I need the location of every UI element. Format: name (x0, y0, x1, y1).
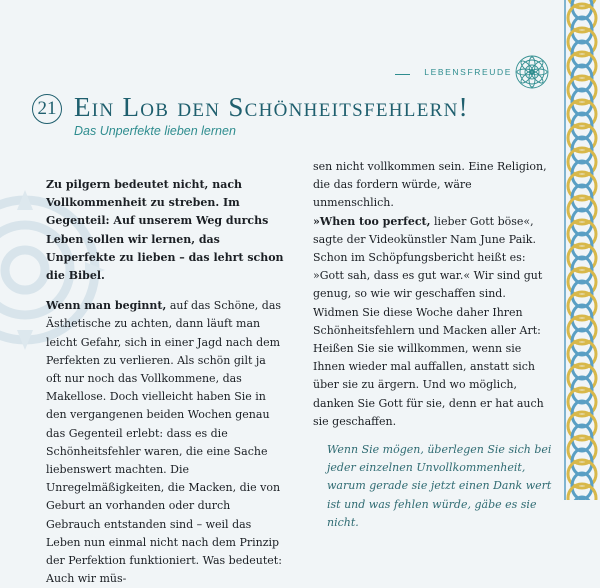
body-text: auf das Schöne, das Ästhetische zu achten, dann läuft man leicht Gefahr, sich in einer Jagd nach dem Perfekten zu verlieren. Als schön gilt ja oft nur noch das Vollkommene, das Makellose. Doch vielleicht haben Sie in den vergangenen beiden Wochen genau das Gegenteil erlebt: dass es die Schönheitsfehler waren, die eine Sache liebenswert machten. Die Unregelmäßigkeiten, die Macken, die von Geburt an vorhanden oder durch Gebrauch entstanden sind – weil das Leben nun einmal nicht nach dem Prinzip der Perfektion funktioniert. Was bedeutet: Auch wir müs- (46, 299, 282, 586)
section-rule (395, 74, 410, 75)
body-intro-bold: Wenn man beginnt, (46, 299, 167, 313)
reflection-note: Wenn Sie mögen, überlegen Sie sich bei jeder einzelnen Unvollkommenheit, warum gerade sie jetzt einen Dank wert ist und was fehlen würde, gäbe es sie nicht. (327, 443, 552, 529)
quote-text: lieber Gott böse«, sagte der Videokünstler Nam June Paik. Schon im Schöpfungsbericht heißt es: »Gott sah, dass es gut war.« Wir sind gut genug, so wie wir geschaffen sind. Widmen Sie diese Woche daher Ihren Schönheitsfehlern und Macken aller Art: Heißen Sie sie willkommen, wenn sie Ihnen wieder mal auffallen, anstatt sich über sie zu ärgern. Und wo möglich, danken Sie Gott für sie, denn er hat auch sie geschaffen. (313, 214, 544, 428)
lead-paragraph: Zu pilgern bedeutet nicht, nach Vollkommenheit zu streben. Im Gegenteil: Auf unserem Weg durchs Leben sollen wir lernen, das Unperfekte zu lieben – das lehrt schon die Bibel. (46, 178, 284, 283)
chapter-subtitle: Das Unperfekte lieben lernen (74, 124, 236, 138)
body-paragraph (46, 297, 284, 588)
continued-paragraph (313, 158, 553, 431)
left-column (46, 176, 284, 588)
section-label: LEBENSFREUDE (424, 67, 512, 77)
right-column (313, 158, 553, 532)
continued-text: sen nicht vollkommen sein. Eine Religion, die das fordern würde, wäre unmenschlich. (313, 160, 547, 210)
rosette-ornament-icon (514, 54, 550, 90)
chapter-title: Ein Lob den Schönheitsfehlern! (74, 92, 469, 122)
quote-bold: »When too perfect, (313, 214, 431, 228)
decorative-border-strip (560, 0, 600, 500)
chapter-number: 21 (32, 94, 62, 124)
